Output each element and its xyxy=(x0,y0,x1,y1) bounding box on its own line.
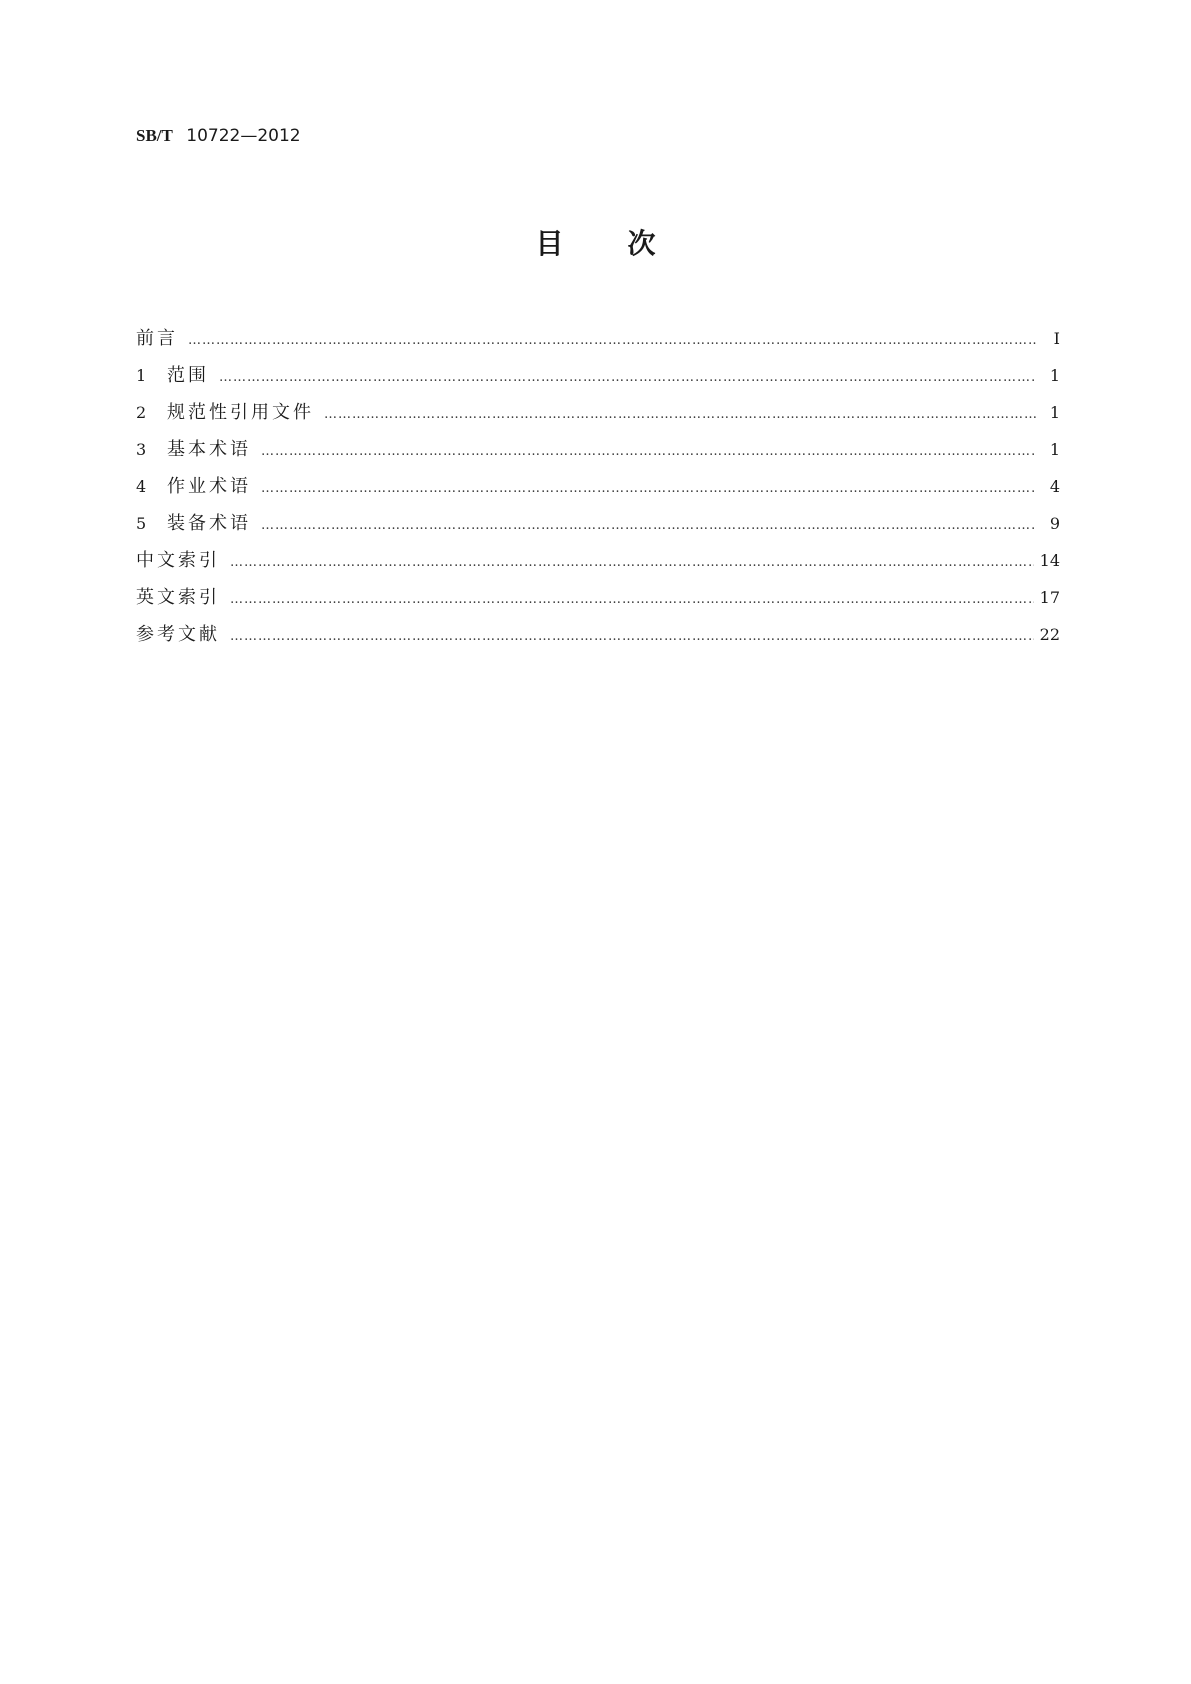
toc-entry-label: 装备术语 xyxy=(167,513,251,534)
standard-code: SB/T xyxy=(136,126,173,145)
toc-entry-english-index[interactable] xyxy=(136,583,1060,620)
toc-dot-leader xyxy=(230,629,1034,644)
toc-entry-page: 14 xyxy=(1039,551,1060,570)
toc-entry-label: 基本术语 xyxy=(167,439,251,460)
toc-entry-number: 1 xyxy=(136,366,147,385)
table-of-contents xyxy=(136,324,1060,657)
toc-entry-label: 前言 xyxy=(136,328,178,349)
toc-dot-leader xyxy=(261,444,1036,459)
standard-number: 10722—2012 xyxy=(186,126,301,146)
toc-entry-page: 1 xyxy=(1049,403,1060,422)
page-title: 目次 xyxy=(535,227,720,260)
toc-entry-page: 1 xyxy=(1049,366,1060,385)
toc-entry-number: 2 xyxy=(136,403,147,422)
toc-entry-operation-terms[interactable] xyxy=(136,472,1060,509)
toc-dot-leader xyxy=(324,407,1036,422)
toc-dot-leader xyxy=(261,518,1036,533)
toc-entry-label: 作业术语 xyxy=(167,476,251,497)
toc-entry-equipment-terms[interactable] xyxy=(136,509,1060,546)
toc-dot-leader xyxy=(230,592,1034,607)
toc-entry-chinese-index[interactable] xyxy=(136,546,1060,583)
toc-dot-leader xyxy=(261,481,1036,496)
toc-entry-label: 规范性引用文件 xyxy=(167,402,314,423)
toc-entry-page: 4 xyxy=(1049,477,1060,496)
toc-entry-basic-terms[interactable] xyxy=(136,435,1060,472)
toc-entry-page: 1 xyxy=(1049,440,1060,459)
toc-entry-number: 5 xyxy=(136,514,147,533)
toc-entry-page: 9 xyxy=(1049,514,1060,533)
toc-entry-scope[interactable] xyxy=(136,361,1060,398)
toc-entry-normative-references[interactable] xyxy=(136,398,1060,435)
toc-entry-label: 范围 xyxy=(167,365,209,386)
toc-entry-bibliography[interactable] xyxy=(136,620,1060,657)
toc-entry-number: 4 xyxy=(136,477,147,496)
toc-entry-page: 17 xyxy=(1039,588,1060,607)
toc-entry-foreword[interactable] xyxy=(136,324,1060,361)
toc-entry-label: 英文索引 xyxy=(136,587,220,608)
document-standard-id xyxy=(136,126,301,146)
toc-entry-page: 22 xyxy=(1039,625,1060,644)
toc-entry-label: 参考文献 xyxy=(136,624,220,645)
toc-entry-number: 3 xyxy=(136,440,147,459)
toc-dot-leader xyxy=(188,333,1036,348)
toc-entry-label: 中文索引 xyxy=(136,550,220,571)
toc-dot-leader xyxy=(230,555,1034,570)
toc-dot-leader xyxy=(219,370,1036,385)
toc-entry-page: Ⅰ xyxy=(1053,329,1060,348)
